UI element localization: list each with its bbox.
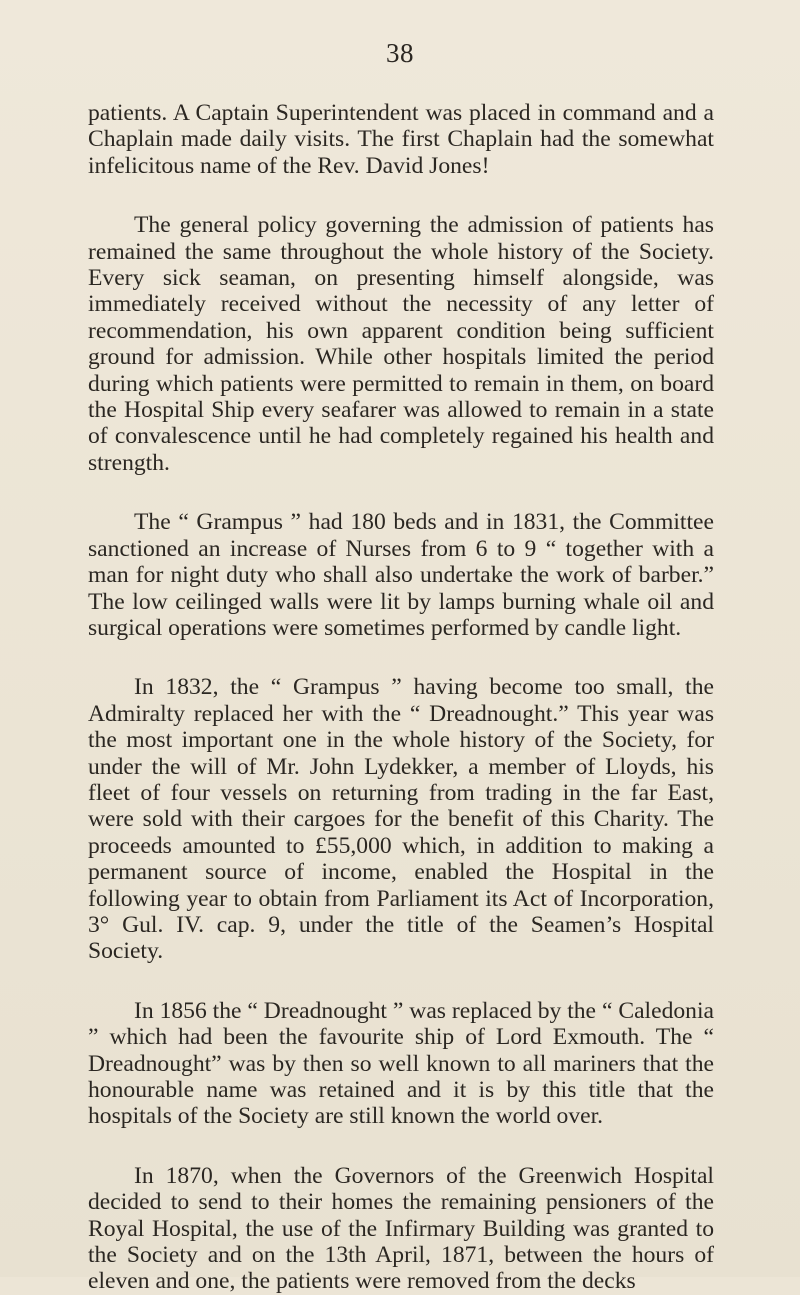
paragraph-dreadnought: In 1832, the “ Grampus ” having become too small, the Admiralty replaced her with the “ Dreadnought.” This year was the most important one in the whole history of the Society, for under the will of Mr. John Lydekker, a member of Lloyds, his fleet of four vessels on returning from trading in the far East, were sold with their cargoes for the benefit of this Charity. The proceeds amounted to £55,000 which, in addition to making a permanent source of income, enabled the Hospital in the following year to obtain from Parliament its Act of Incorporation, 3° Gul. IV. cap. 9, under the title of the Seamen’s Hospital Society. [88,674,714,965]
page-number: 38 [386,38,414,68]
paragraph-greenwich: In 1870, when the Governors of the Greenwich Hospital decided to send to their homes the remaining pensioners of the Royal Hospital, the use of the Infirmary Building was granted to the Society and on the 13th April, 1871, between the hours of eleven and one, the patients were removed from the decks [88,1162,714,1295]
paragraph-caledonia: In 1856 the “ Dreadnought ” was replaced by the “ Caledonia ” which had been the favourite ship of Lord Exmouth. The “ Dreadnought” was by then so well known to all mariners that the honourable name was retained and it is by this title that the hospitals of the Society are still known the world over. [88,997,714,1130]
paragraph-continuation: patients. A Captain Superintendent was placed in command and a Chaplain made daily visits. The first Chaplain had the somewhat infelicitous name of the Rev. David Jones! [88,100,714,179]
paragraph-grampus: The “ Grampus ” had 180 beds and in 1831, the Committee sanctioned an increase of Nurses from 6 to 9 “ together with a man for night duty who shall also undertake the work of barber.” The low ceilinged walls were lit by lamps burning whale oil and surgical operations were sometimes performed by candle light. [88,509,714,641]
paragraph-admission-policy: The general policy governing the admission of patients has remained the same throughout the whole history of the Society. Every sick seaman, on presenting himself alongside, was immediately received without the necessity of any letter of recommendation, his own apparent condition being sufficient ground for admission. While other hospitals limited the period during which patients were permitted to remain in them, on board the Hospital Ship every seafarer was allowed to remain in a state of convalescence until he had completely regained his health and strength. [88,212,714,476]
page-body [88,100,714,1295]
